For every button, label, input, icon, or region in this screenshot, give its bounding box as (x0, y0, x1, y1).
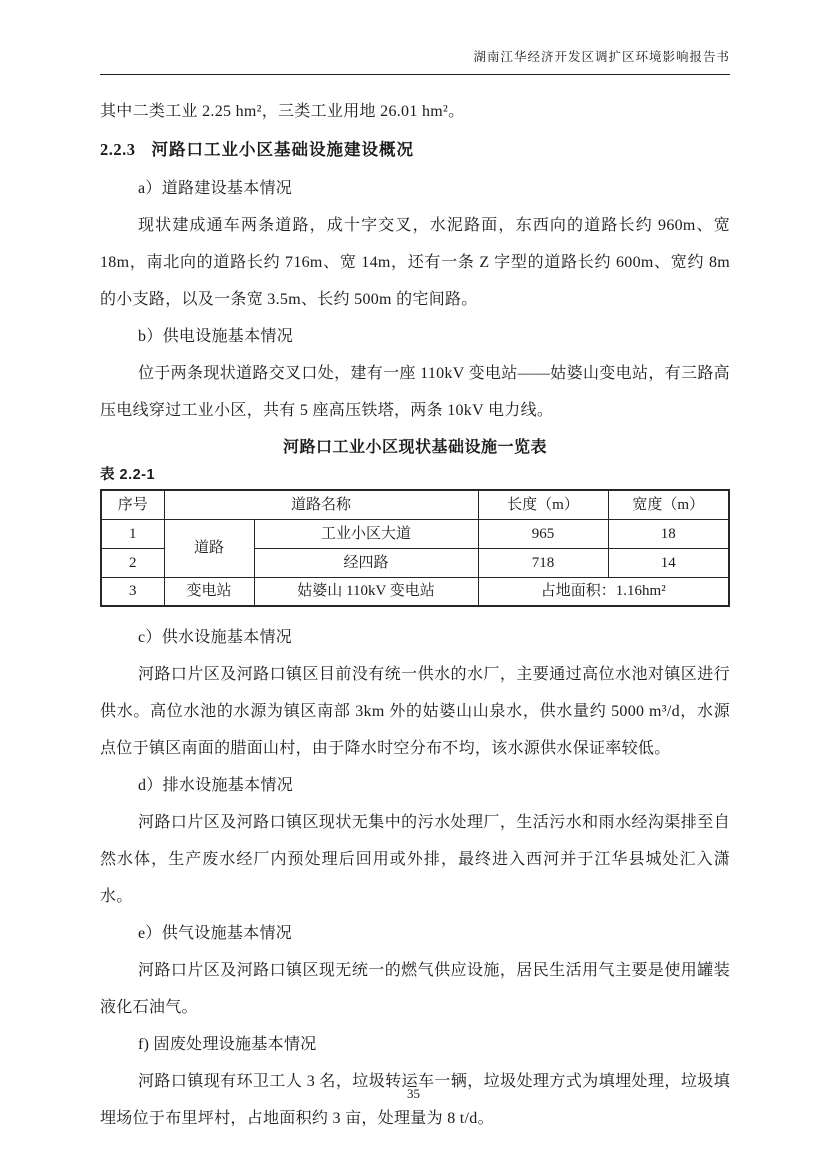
subsection-a-paragraph: 现状建成通车两条道路，成十字交叉，水泥路面，东西向的道路长约 960m、宽 18m，南北向的道路长约 716m、宽 14m，还有一条 Z 字型的道路长约 600m、宽约 8m 的小支路，以及一条宽 3.5m、长约 500m 的宅间路。 (100, 217, 730, 308)
body-flow (100, 75, 730, 1137)
cell-area-merged: 占地面积：1.16hm² (478, 577, 729, 606)
subsection-b-heading: b）供电设施基本情况 (138, 328, 294, 345)
cell-road-name: 经四路 (254, 548, 478, 577)
cell-width: 14 (608, 548, 729, 577)
intro-paragraph: 其中二类工业 2.25 hm²，三类工业用地 26.01 hm²。 (100, 103, 465, 120)
cell-road-name: 工业小区大道 (254, 519, 478, 548)
subsection-a-heading: a）道路建设基本情况 (138, 180, 293, 197)
cell-seq: 2 (101, 548, 164, 577)
subsection-f-heading: f) 固废处理设施基本情况 (138, 1036, 317, 1053)
cell-category-road: 道路 (164, 519, 254, 577)
header-cell-name: 道路名称 (164, 490, 478, 519)
page-number: 35 (407, 1086, 420, 1101)
subsection-d-paragraph: 河路口片区及河路口镇区现状无集中的污水处理厂，生活污水和雨水经沟渠排至自然水体，生产废水经厂内预处理后回用或外排，最终进入西河并于江华县城处汇入潇水。 (100, 814, 730, 905)
cell-substation-name: 姑婆山 110kV 变电站 (254, 577, 478, 606)
header-cell-length: 长度（m） (478, 490, 608, 519)
header-cell-seq: 序号 (101, 490, 164, 519)
cell-seq: 1 (101, 519, 164, 548)
page-content (100, 48, 730, 1137)
subsection-d-heading: d）排水设施基本情况 (138, 777, 294, 794)
section-heading-223 (100, 130, 730, 170)
section-number: 2.2.3 (100, 140, 136, 159)
cell-length: 965 (478, 519, 608, 548)
table-row (101, 519, 729, 548)
section-title: 河路口工业小区基础设施建设概况 (151, 140, 414, 159)
infrastructure-table (100, 489, 730, 607)
running-header: 湖南江华经济开发区调扩区环境影响报告书 (100, 48, 730, 75)
table-header-row (101, 490, 729, 519)
cell-seq: 3 (101, 577, 164, 606)
table-row (101, 577, 729, 606)
subsection-e-heading: e）供气设施基本情况 (138, 925, 293, 942)
cell-category-substation: 变电站 (164, 577, 254, 606)
table-caption: 表 2.2-1 (100, 467, 156, 483)
subsection-b-paragraph: 位于两条现状道路交叉口处，建有一座 110kV 变电站——姑婆山变电站，有三路高压电线穿过工业小区，共有 5 座高压铁塔，两条 10kV 电力线。 (100, 365, 730, 419)
subsection-c-paragraph: 河路口片区及河路口镇区目前没有统一供水的水厂，主要通过高位水池对镇区进行供水。高位水池的水源为镇区南部 3km 外的姑婆山山泉水，供水量约 5000 m³/d，水源点位于镇区南面的腊面山村，由于降水时空分布不均，该水源供水保证率较低。 (100, 666, 730, 757)
cell-length: 718 (478, 548, 608, 577)
subsection-f-paragraph: 河路口镇现有环卫工人 3 名，垃圾转运车一辆，垃圾处理方式为填埋处理，垃圾填埋场位于布里坪村，占地面积约 3 亩，处理量为 8 t/d。 (100, 1073, 730, 1127)
subsection-c-heading: c）供水设施基本情况 (138, 629, 293, 646)
table-title: 河路口工业小区现状基础设施一览表 (282, 439, 547, 456)
header-cell-width: 宽度（m） (608, 490, 729, 519)
cell-width: 18 (608, 519, 729, 548)
subsection-e-paragraph: 河路口片区及河路口镇区现无统一的燃气供应设施，居民生活用气主要是使用罐装液化石油气。 (100, 962, 730, 1016)
